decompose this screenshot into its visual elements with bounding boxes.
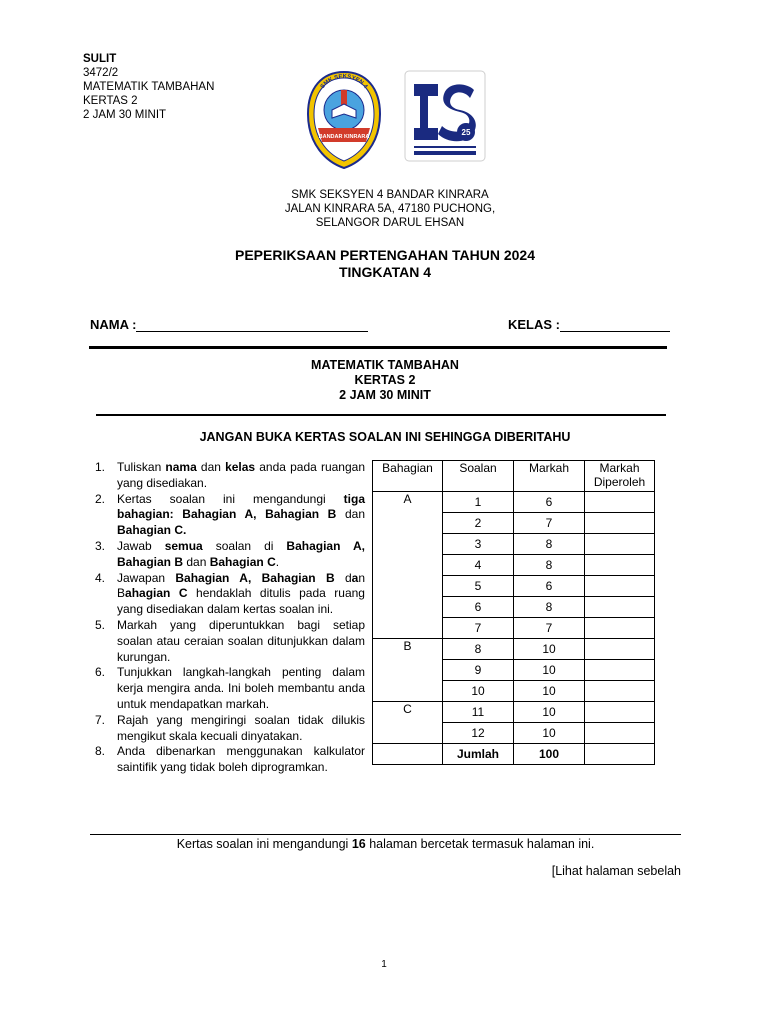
table-row: [373, 555, 655, 576]
instruction-text: Rajah yang mengiringi soalan tidak dilukis mengikut skala kecuali dinyatakan.: [117, 712, 365, 743]
obtained-marks-cell[interactable]: [585, 702, 655, 723]
instruction-item: [95, 744, 365, 776]
header-info: [83, 52, 214, 122]
paper-code: 3472/2: [83, 67, 119, 79]
footer-divider: [90, 834, 681, 835]
instruction-text: Tunjukkan langkah-langkah penting dalam kerja mengira anda. Ini boleh membantu anda untuk mendapatkan markah.: [117, 665, 365, 711]
marks-cell: 8: [514, 534, 585, 555]
instruction-item: [95, 539, 365, 571]
total-row: [373, 744, 655, 765]
section-cell: [373, 618, 443, 639]
obtained-marks-cell[interactable]: [585, 681, 655, 702]
question-cell: 6: [443, 597, 514, 618]
instruction-number: 2.: [95, 491, 106, 506]
subject-name: MATEMATIK TAMBAHAN: [83, 81, 215, 93]
marks-cell: 10: [514, 639, 585, 660]
name-field: [90, 317, 368, 332]
obtained-marks-cell[interactable]: [585, 513, 655, 534]
subject-block: [200, 358, 570, 403]
exam-title-block: [180, 247, 590, 281]
question-cell: 1: [443, 492, 514, 513]
section-cell: [373, 597, 443, 618]
instruction-item: [95, 713, 365, 745]
next-page-note: [Lihat halaman sebelah: [551, 864, 681, 878]
marks-cell: 10: [514, 660, 585, 681]
section-cell: A: [373, 492, 443, 513]
section-cell: [373, 660, 443, 681]
instruction-number: 3.: [95, 538, 106, 553]
table-row: [373, 639, 655, 660]
name-blank-line[interactable]: [136, 319, 368, 332]
obtained-marks-cell[interactable]: [585, 618, 655, 639]
table-row: [373, 660, 655, 681]
instruction-item: [95, 492, 365, 539]
question-cell: 4: [443, 555, 514, 576]
section-cell: [373, 555, 443, 576]
marks-header-cell: Markah Diperoleh: [585, 461, 655, 492]
school-address: [200, 188, 580, 230]
table-row: [373, 702, 655, 723]
total-obtained-cell[interactable]: [585, 744, 655, 765]
section-cell: [373, 723, 443, 744]
obtained-marks-cell[interactable]: [585, 534, 655, 555]
instruction-number: 1.: [95, 460, 106, 474]
marks-cell: 7: [514, 618, 585, 639]
instruction-text: Tuliskan nama dan kelas anda pada ruangan yang disediakan.: [117, 460, 365, 490]
class-label: KELAS :: [508, 317, 560, 332]
subject-paper: KERTAS 2: [354, 373, 416, 387]
section-cell: [373, 681, 443, 702]
table-row: [373, 492, 655, 513]
table-row: [373, 597, 655, 618]
obtained-marks-cell[interactable]: [585, 576, 655, 597]
section-cell: [373, 513, 443, 534]
page-count: 16: [351, 837, 366, 851]
class-field: [508, 317, 670, 332]
marks-cell: 8: [514, 555, 585, 576]
instruction-item: [95, 460, 365, 492]
class-blank-line[interactable]: [560, 319, 670, 332]
question-cell: 9: [443, 660, 514, 681]
marks-header-cell: Markah: [514, 461, 585, 492]
school-crest-logo: [304, 66, 384, 170]
paper-duration: 2 JAM 30 MINIT: [83, 109, 167, 121]
instruction-item: [95, 665, 365, 712]
table-row: [373, 618, 655, 639]
confidential-label: SULIT: [83, 53, 117, 65]
crest-bottom-text: BANDAR KINRARA: [318, 134, 370, 140]
school-name: SMK SEKSYEN 4 BANDAR KINRARA: [291, 189, 489, 201]
instructions-list: [95, 460, 365, 776]
instruction-text: Anda dibenarkan menggunakan kalkulator saintifik yang tidak boleh diprogramkan.: [117, 744, 365, 775]
marks-cell: 6: [514, 576, 585, 597]
obtained-marks-cell[interactable]: [585, 639, 655, 660]
paper-number: KERTAS 2: [83, 95, 138, 107]
instruction-text: Jawapan Bahagian A, Bahagian B dan Bahagian C hendaklah ditulis pada ruang yang disediakan dalam kertas soalan ini.: [117, 570, 366, 617]
marks-cell: 10: [514, 681, 585, 702]
question-cell: 5: [443, 576, 514, 597]
address-line-state: SELANGOR DARUL EHSAN: [315, 217, 465, 229]
instruction-item: [95, 618, 365, 665]
question-cell: 12: [443, 723, 514, 744]
name-label: NAMA :: [90, 317, 137, 332]
section-cell: C: [373, 702, 443, 723]
total-marks: 100: [514, 744, 585, 765]
section-cell: [373, 576, 443, 597]
obtained-marks-cell[interactable]: [585, 660, 655, 681]
exam-title: PEPERIKSAAN PERTENGAHAN TAHUN 2024: [234, 247, 535, 263]
question-cell: 2: [443, 513, 514, 534]
instruction-number: 4.: [95, 570, 106, 585]
section-cell: [373, 534, 443, 555]
question-cell: 8: [443, 639, 514, 660]
obtained-marks-cell[interactable]: [585, 597, 655, 618]
instruction-text: Kertas soalan ini mengandungi tiga bahagian: Bahagian A, Bahagian B dan Bahagian C.: [117, 491, 365, 538]
marks-table-header: [373, 461, 655, 492]
program-logo: [404, 70, 486, 162]
table-row: [373, 723, 655, 744]
question-cell: 10: [443, 681, 514, 702]
page-count-note: [90, 837, 681, 851]
crest-top-text: SMK SEKSYEN 4: [319, 73, 369, 91]
total-label: Jumlah: [443, 744, 514, 765]
marks-header-cell: Bahagian: [373, 461, 443, 492]
instruction-number: 6.: [95, 665, 106, 680]
subject-duration: 2 JAM 30 MINIT: [339, 388, 431, 402]
marks-cell: 8: [514, 597, 585, 618]
marks-cell: 10: [514, 702, 585, 723]
divider: [96, 414, 666, 416]
program-number: 25: [461, 128, 471, 137]
total-empty-cell: [373, 744, 443, 765]
subject-title: MATEMATIK TAMBAHAN: [311, 358, 459, 372]
instruction-number: 8.: [95, 744, 106, 759]
table-row: [373, 681, 655, 702]
marks-table: [372, 460, 655, 765]
obtained-marks-cell[interactable]: [585, 723, 655, 744]
exam-form: TINGKATAN 4: [338, 264, 432, 280]
question-cell: 3: [443, 534, 514, 555]
marks-cell: 6: [514, 492, 585, 513]
obtained-marks-cell[interactable]: [585, 492, 655, 513]
instruction-text: Markah yang diperuntukkan bagi setiap soalan atau ceraian soalan ditunjukkan dalam kurungan.: [117, 617, 365, 664]
page-count-prefix: Kertas soalan ini mengandungi: [176, 837, 352, 851]
divider-thick: [89, 346, 667, 349]
table-row: [373, 513, 655, 534]
instruction-item: [95, 571, 365, 618]
marks-cell: 7: [514, 513, 585, 534]
marks-cell: 10: [514, 723, 585, 744]
instruction-number: 7.: [95, 712, 106, 727]
section-cell: B: [373, 639, 443, 660]
table-row: [373, 576, 655, 597]
table-row: [373, 534, 655, 555]
instruction-number: 5.: [95, 617, 106, 632]
address-line-street: JALAN KINRARA 5A, 47180 PUCHONG,: [284, 203, 496, 215]
marks-header-cell: Soalan: [443, 461, 514, 492]
question-cell: 7: [443, 618, 514, 639]
do-not-open-warning: JANGAN BUKA KERTAS SOALAN INI SEHINGGA DIBERITAHU: [199, 430, 571, 444]
page-count-suffix: halaman bercetak termasuk halaman ini.: [365, 837, 595, 851]
question-cell: 11: [443, 702, 514, 723]
instruction-text: Jawab semua soalan di Bahagian A, Bahagian B dan Bahagian C.: [117, 538, 365, 569]
page-number: 1: [381, 959, 387, 970]
obtained-marks-cell[interactable]: [585, 555, 655, 576]
